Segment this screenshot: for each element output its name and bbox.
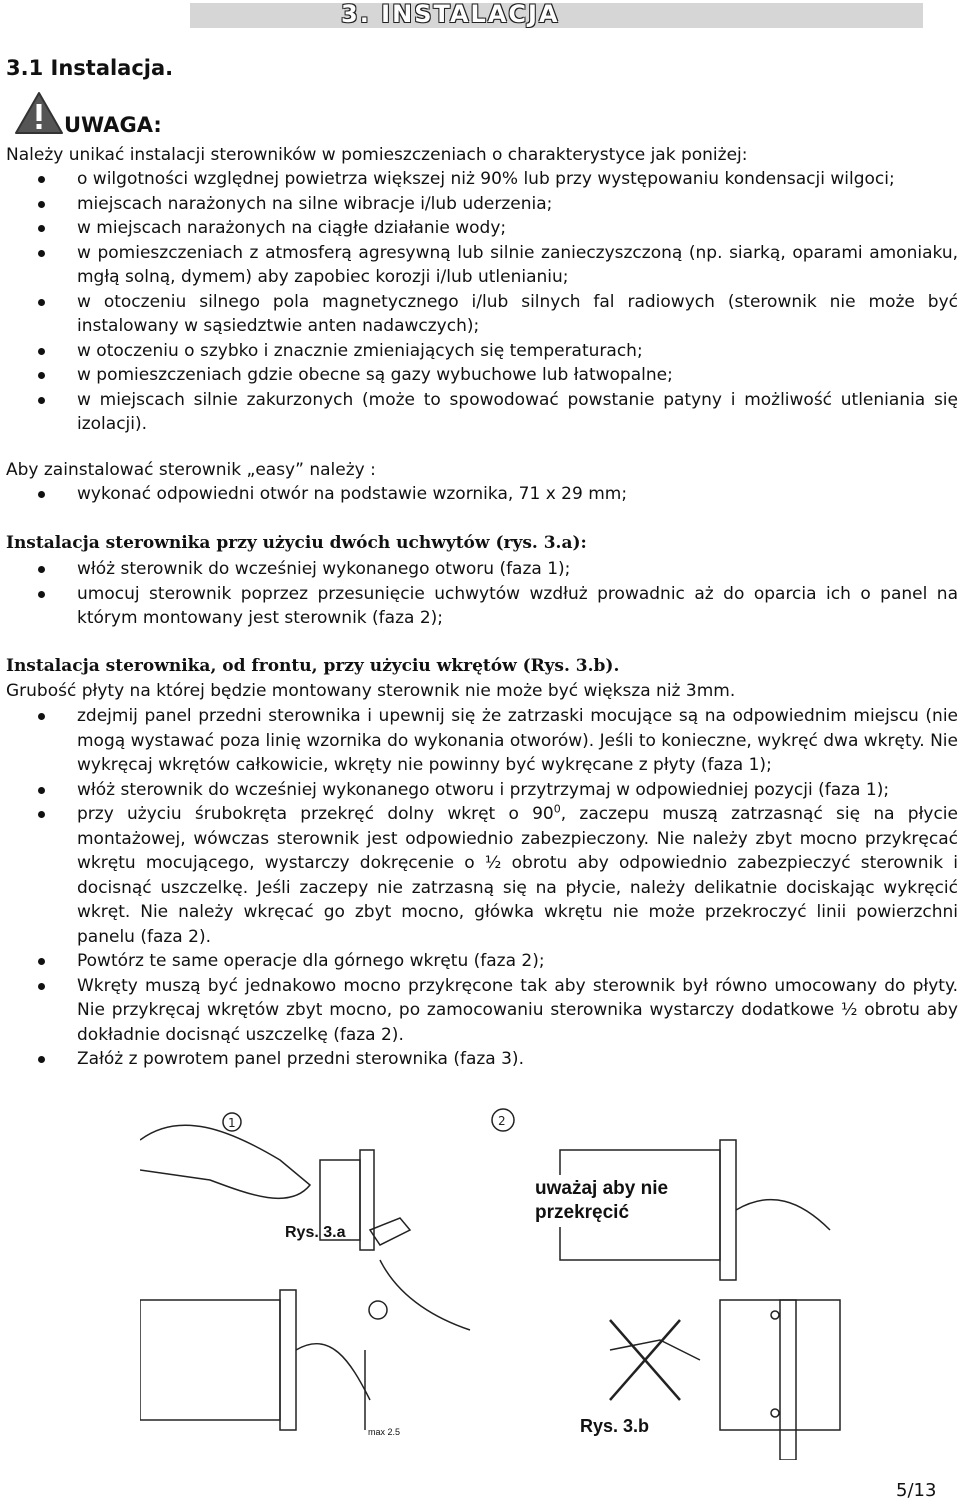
- list-item: w pomieszczeniach gdzie obecne są gazy wybuchowe lub łatwopalne;: [0, 363, 958, 388]
- list-item: włóż sterownik do wcześniej wykonanego otworu (faza 1);: [0, 557, 958, 582]
- list-item: w otoczeniu o szybko i znacznie zmieniających się temperaturach;: [0, 339, 958, 364]
- screwdriver: [736, 1200, 830, 1230]
- hand-drawing-1: [140, 1125, 310, 1198]
- panel-edge-2: [720, 1140, 736, 1280]
- caption-fig-3a: Rys. 3.a: [285, 1224, 346, 1241]
- list-item: w pomieszczeniach z atmosferą agresywną lub silnie zanieczyszczoną (np. siarką, oparami amoniaku, mgłą solną, dymem) aby zapobiec korozji i/lub utlenianiu;: [0, 241, 958, 290]
- list-item: o wilgotności względnej powietrza większej niż 90% lub przy występowaniu kondensacji wilgoci;: [0, 167, 958, 192]
- list-item: Powtórz te same operacje dla górnego wkrętu (faza 2);: [0, 949, 958, 974]
- page-number: 5/13: [896, 1480, 937, 1501]
- list-item: miejscach narażonych na silne wibracje i/lub uderzenia;: [0, 192, 958, 217]
- list-item: wykonać odpowiedni otwór na podstawie wzornika, 71 x 29 mm;: [0, 482, 958, 507]
- hand-drawing-2: [380, 1260, 470, 1330]
- step-text-rest: , zaczepu muszą zatrzasnąć się na płycie montażowej, wówczas sterownik jest odpowiednio zabezpieczony. Nie należy zbyt mocno przykręcać wkrętu mocującego, wystarczy dokręcenie o ½ obrotu aby odpowiednio zabezpieczyć sterownik i docisnąć uszczelkę. Jeśli zaczepy nie zatrzasną się na płycie, należy delikatnie dociskając wykręcić wkręt. Nie należy wkręcać go zbyt mocno, główka wkrętu nie może przekroczyć linii powierzchni panelu (faza 2).: [77, 804, 958, 947]
- list-item: Załóż z powrotem panel przedni sterownika (faza 3).: [0, 1047, 958, 1072]
- step-number-2: 2: [498, 1114, 506, 1128]
- installation-figures: [140, 1100, 960, 1460]
- list-item: w miejscach silnie zakurzonych (może to spowodować powstanie patyny i możliwość utleniania się izolacji).: [0, 388, 958, 437]
- panel-edge-3: [280, 1290, 296, 1430]
- screws-heading: Instalacja sterownika, od frontu, przy użyciu wkrętów (Rys. 3.b).: [6, 656, 620, 676]
- controller-front-3: [140, 1300, 280, 1420]
- list-item: Wkręty muszą być jednakowo mocno przykręcone tak aby sterownik był równo umocowany do płyty. Nie przykręcaj wkrętów zbyt mocno, po zamocowaniu sterownika wystarczy dodatkowe ½ obrotu aby dokładnie docisnąć uszczelkę (faza 2).: [0, 974, 958, 1048]
- panel-edge-1: [360, 1150, 374, 1250]
- warning-list: [0, 167, 958, 437]
- install-intro: Aby zainstalować sterownik „easy” należy :: [6, 460, 376, 480]
- section-title: 3.1 Instalacja.: [6, 56, 174, 80]
- screws-note: Grubość płyty na której będzie montowany sterownik nie może być większa niż 3mm.: [6, 681, 736, 701]
- brackets-heading: Instalacja sterownika przy użyciu dwóch uchwytów (rys. 3.a):: [6, 533, 587, 553]
- list-item: w otoczeniu silnego pola magnetycznego i/lub silnych fal radiowych (sterownik nie może być instalowany w sąsiedztwie anten nadawczych);: [0, 290, 958, 339]
- list-item: w miejscach narażonych na ciągłe działanie wody;: [0, 216, 958, 241]
- installation-drawings: [140, 1100, 960, 1460]
- step-number-1: 1: [228, 1116, 236, 1130]
- brackets-list: [0, 557, 958, 631]
- warning-title: UWAGA:: [64, 113, 162, 137]
- chapter-title: 3. INSTALACJA: [341, 0, 560, 28]
- list-item: włóż sterownik do wcześniej wykonanego otworu i przytrzymaj w odpowiedniej pozycji (faza 1);: [0, 778, 958, 803]
- caption-fig-3b: Rys. 3.b: [580, 1416, 650, 1436]
- list-item: [0, 802, 958, 949]
- list-item: umocuj sterownik poprzez przesunięcie uchwytów wzdłuż prowadnic aż do oparcia ich o panel na którym montowany jest sterownik (faza 2);: [0, 582, 958, 631]
- degree-sup: 0: [553, 802, 561, 816]
- list-item: zdejmij panel przedni sterownika i upewnij się że zatrzaski mocujące są na odpowiednim miejscu (nie mogą wystawać poza linię wzornika do wykonania otworów). Jeśli to konieczne, wykręć dwa wkręty. Nie wykręcaj wkrętów całkowicie, wkręty nie powinny być wykręcane z płyty (faza 1);: [0, 704, 958, 778]
- crossed-out-drill: [610, 1320, 680, 1400]
- step-circle-3: [369, 1301, 387, 1319]
- warning-intro: Należy unikać instalacji sterowników w pomieszczeniach o charakterystyce jak poniżej:: [6, 145, 748, 165]
- max-thickness-note: max 2.5: [368, 1427, 401, 1437]
- warning-note: uważaj aby nie przekręcić: [529, 1175, 674, 1227]
- screws-list: [0, 704, 958, 1072]
- install-list: [0, 482, 958, 507]
- warning-icon: [14, 91, 64, 135]
- step-text: przy użyciu śrubokręta przekręć dolny wkręt o 90: [77, 804, 554, 824]
